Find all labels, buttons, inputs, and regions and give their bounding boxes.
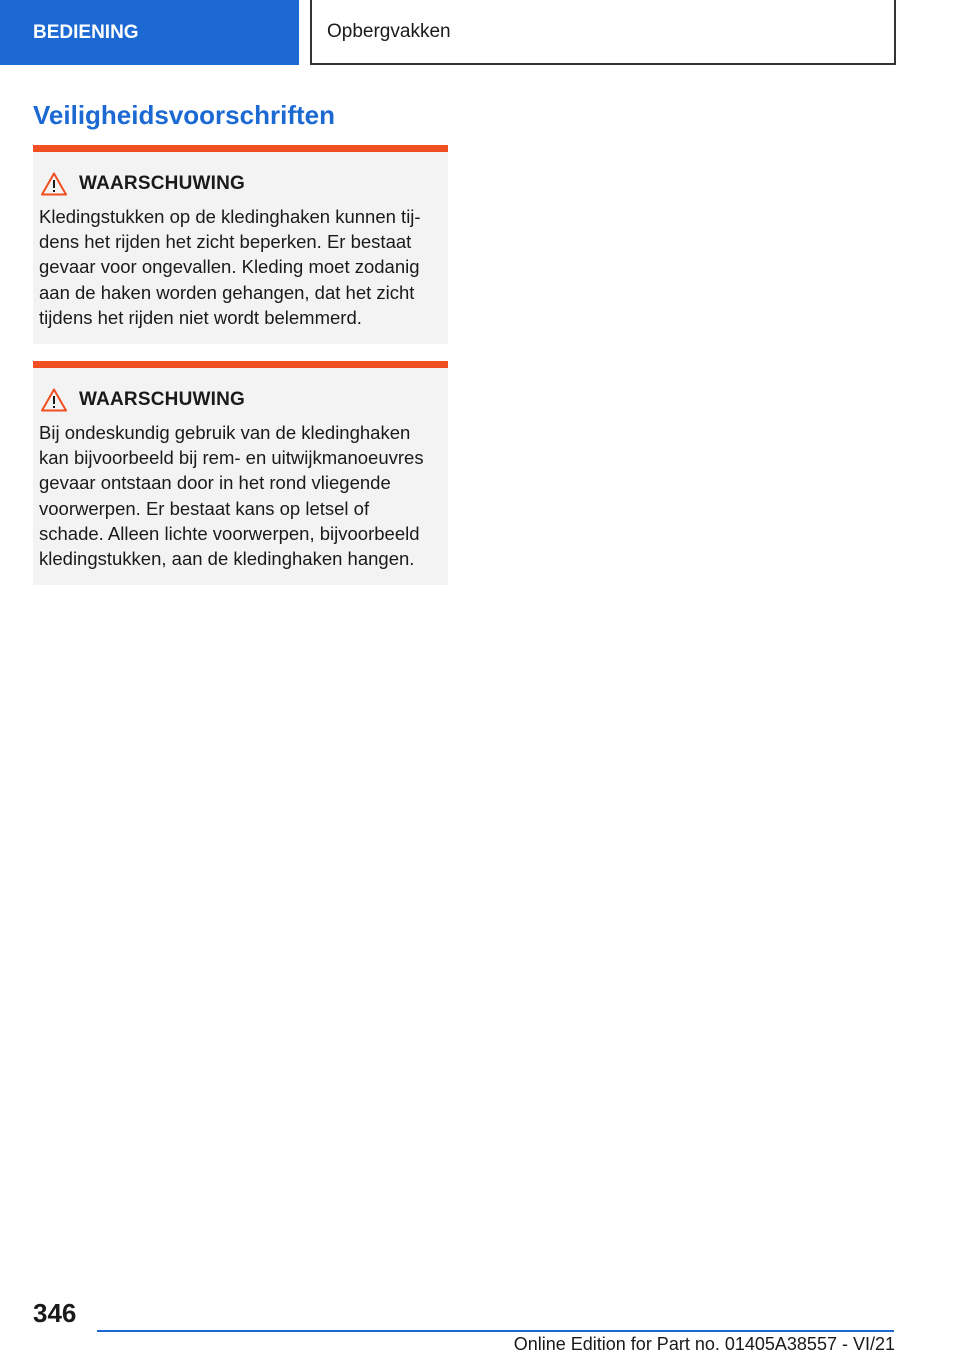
warning-title: WAARSCHUWING [79, 173, 245, 194]
warning-triangle-icon [41, 172, 67, 196]
footer-edition-text: Online Edition for Part no. 01405A38557 - VI/21 [513, 1334, 895, 1354]
warning-triangle-icon [41, 388, 67, 412]
page-title: Veiligheidsvoorschriften [33, 100, 335, 130]
warning-text: Bij ondeskundig gebruik van de kledinghaken kan bijvoorbeeld bij rem- en uitwijkmanoeuvres gevaar ontstaan door in het rond vliegende voorwerpen. Er bestaat kans op letsel of schade. Alleen lichte voorwerpen, bijvoorbeeld kledingstukken, aan de kledinghaken hangen. [39, 422, 424, 570]
warning-header [39, 172, 440, 196]
header-chapter-label: Opbergvakken [310, 0, 896, 65]
warning-text: Kledingstukken op de kledinghaken kunnen tij- dens het rijden het zicht beperken. Er bestaat gevaar voor ongevallen. Kleding moet zodanig aan de haken worden gehangen, dat het zicht tijdens het rijden niet wordt belemmerd. [39, 206, 421, 328]
page-number: 346 [33, 1298, 77, 1328]
warning-title: WAARSCHUWING [79, 389, 245, 410]
warning-box [33, 361, 448, 585]
header-section-label: BEDIENING [0, 0, 299, 65]
footer-divider [97, 1330, 894, 1332]
warning-header [39, 388, 440, 412]
warning-box [33, 145, 448, 344]
